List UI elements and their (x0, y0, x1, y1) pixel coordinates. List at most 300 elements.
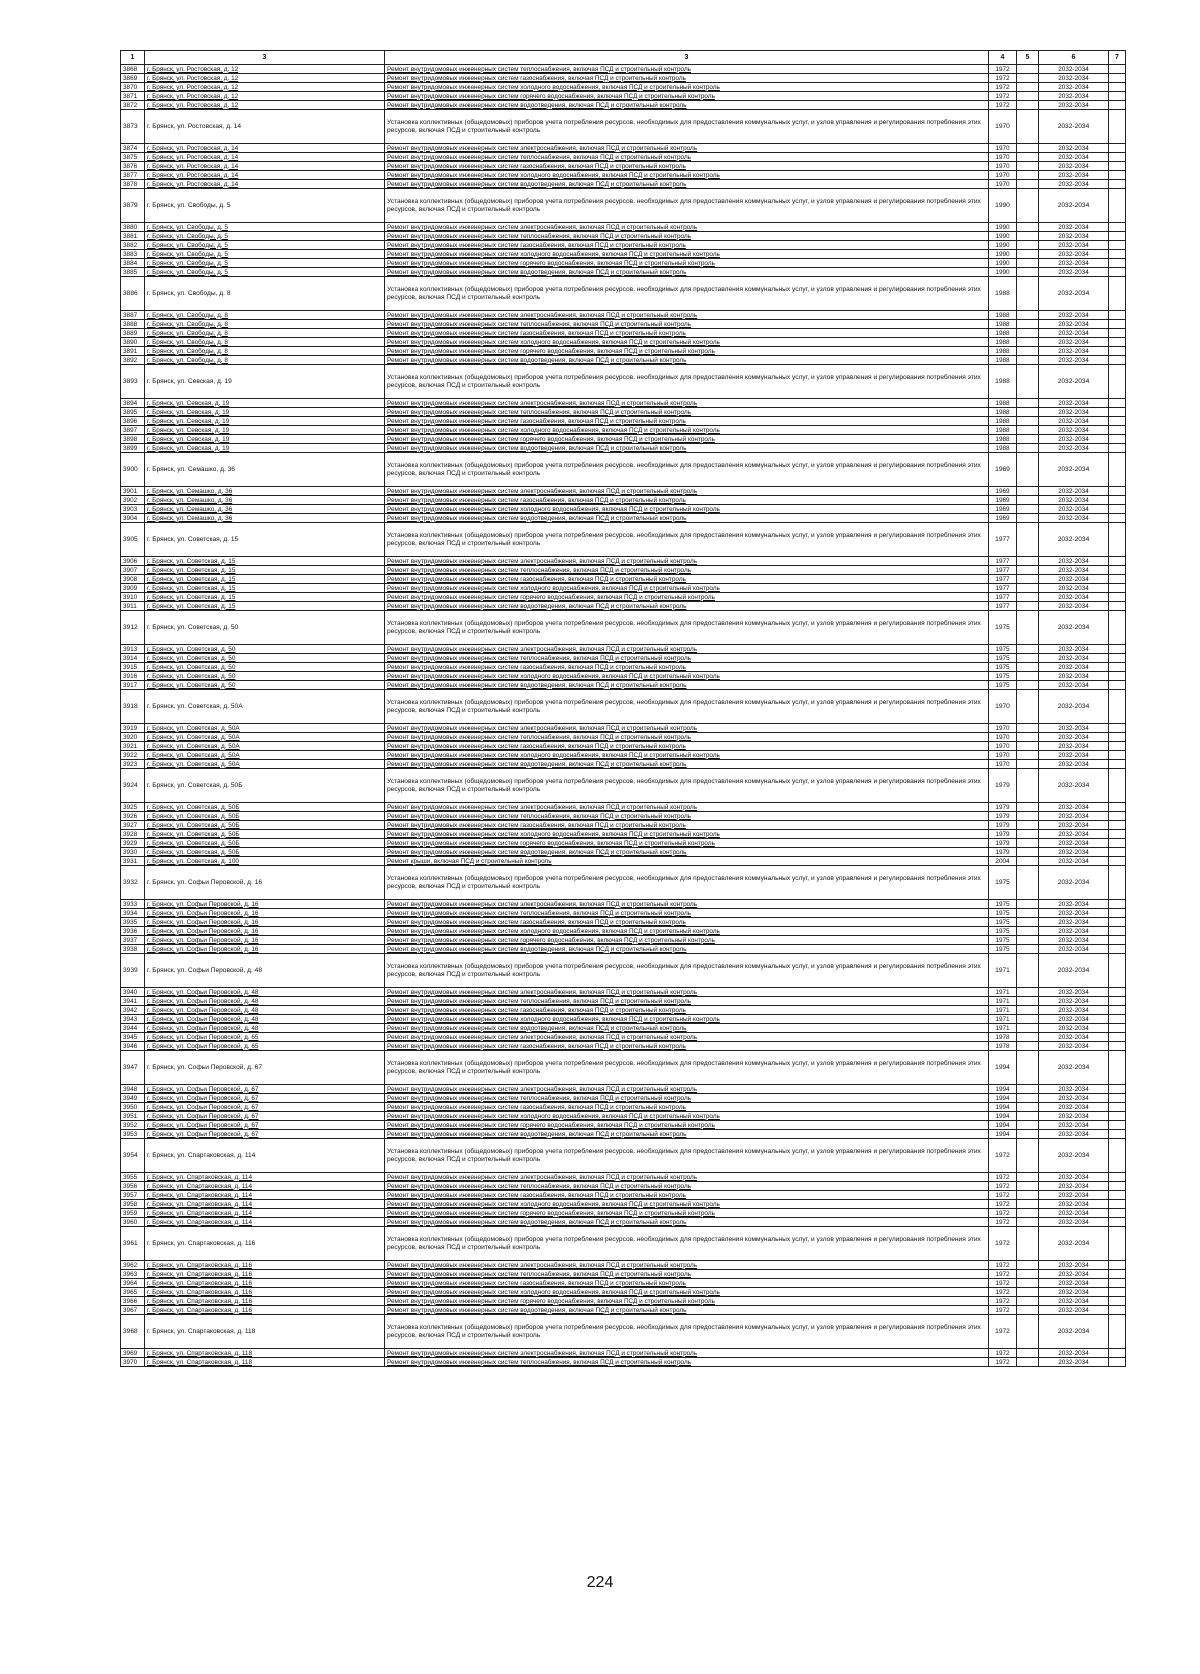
table-row (121, 435, 1126, 444)
row-number: 3921 (121, 742, 145, 751)
row-col5 (1017, 1112, 1039, 1121)
document-page (120, 50, 1125, 1367)
row-year: 1979 (989, 848, 1017, 857)
row-number: 3928 (121, 830, 145, 839)
table-row (121, 144, 1126, 153)
row-col5 (1017, 900, 1039, 909)
header-col-period: 6 (1039, 51, 1109, 65)
row-col7 (1109, 812, 1126, 821)
row-work-type: Ремонт внутридомовых инженерных систем водоотведения, включая ПСД и строительный контроль (385, 1218, 989, 1227)
row-col5 (1017, 575, 1039, 584)
row-address: г. Брянск, ул. Софьи Перовской, д. 16 (145, 918, 385, 927)
row-number: 3950 (121, 1103, 145, 1112)
row-year: 1969 (989, 496, 1017, 505)
row-period: 2032-2034 (1039, 821, 1109, 830)
row-work-type: Ремонт внутридомовых инженерных систем холодного водоснабжения, включая ПСД и строительный контроль (385, 1015, 989, 1024)
row-col5 (1017, 830, 1039, 839)
row-period: 2032-2034 (1039, 268, 1109, 277)
row-address: г. Брянск, ул. Спартаковская, д. 114 (145, 1182, 385, 1191)
row-year: 1972 (989, 1182, 1017, 1191)
row-col7 (1109, 189, 1126, 223)
row-year: 1972 (989, 1173, 1017, 1182)
row-col7 (1109, 1033, 1126, 1042)
row-address: г. Брянск, ул. Советская, д. 50Б (145, 812, 385, 821)
row-col7 (1109, 724, 1126, 733)
row-year: 1990 (989, 241, 1017, 250)
row-number: 3906 (121, 557, 145, 566)
row-number: 3919 (121, 724, 145, 733)
row-number: 3938 (121, 945, 145, 954)
row-work-type: Ремонт внутридомовых инженерных систем теплоснабжения, включая ПСД и строительный контроль (385, 566, 989, 575)
row-work-type: Ремонт внутридомовых инженерных систем газоснабжения, включая ПСД и строительный контроль (385, 742, 989, 751)
row-period: 2032-2034 (1039, 171, 1109, 180)
row-col5 (1017, 1006, 1039, 1015)
row-col5 (1017, 171, 1039, 180)
table-row (121, 153, 1126, 162)
row-period: 2032-2034 (1039, 593, 1109, 602)
row-number: 3918 (121, 690, 145, 724)
row-year: 1972 (989, 1358, 1017, 1367)
table-row (121, 1288, 1126, 1297)
row-col5 (1017, 268, 1039, 277)
row-year: 1975 (989, 663, 1017, 672)
table-row (121, 277, 1126, 311)
row-col7 (1109, 250, 1126, 259)
row-address: г. Брянск, ул. Советская, д. 50Б (145, 848, 385, 857)
row-work-type: Ремонт внутридомовых инженерных систем электроснабжения, включая ПСД и строительный контроль (385, 557, 989, 566)
row-col7 (1109, 505, 1126, 514)
row-col5 (1017, 566, 1039, 575)
row-address: г. Брянск, ул. Свободы, д. 8 (145, 329, 385, 338)
row-period: 2032-2034 (1039, 189, 1109, 223)
table-row (121, 918, 1126, 927)
row-number: 3935 (121, 918, 145, 927)
row-number: 3893 (121, 365, 145, 399)
row-period: 2032-2034 (1039, 408, 1109, 417)
row-work-type: Ремонт внутридомовых инженерных систем холодного водоснабжения, включая ПСД и строительный контроль (385, 426, 989, 435)
table-row (121, 1085, 1126, 1094)
row-col7 (1109, 241, 1126, 250)
row-address: г. Брянск, ул. Свободы, д. 5 (145, 268, 385, 277)
row-number: 3933 (121, 900, 145, 909)
table-row (121, 329, 1126, 338)
row-address: г. Брянск, ул. Софьи Перовской, д. 16 (145, 866, 385, 900)
row-col7 (1109, 1042, 1126, 1051)
row-work-type: Ремонт внутридомовых инженерных систем теплоснабжения, включая ПСД и строительный контроль (385, 408, 989, 417)
table-row (121, 830, 1126, 839)
row-period: 2032-2034 (1039, 514, 1109, 523)
table-row (121, 487, 1126, 496)
row-address: г. Брянск, ул. Ростовская, д. 12 (145, 74, 385, 83)
row-col5 (1017, 311, 1039, 320)
row-year: 1990 (989, 223, 1017, 232)
row-year: 1975 (989, 645, 1017, 654)
table-row (121, 593, 1126, 602)
table-row (121, 997, 1126, 1006)
row-number: 3881 (121, 232, 145, 241)
row-period: 2032-2034 (1039, 1130, 1109, 1139)
row-period: 2032-2034 (1039, 1297, 1109, 1306)
header-col-year: 4 (989, 51, 1017, 65)
row-period: 2032-2034 (1039, 487, 1109, 496)
table-row (121, 426, 1126, 435)
row-year: 1977 (989, 566, 1017, 575)
table-row (121, 241, 1126, 250)
row-period: 2032-2034 (1039, 241, 1109, 250)
repair-schedule-table (120, 50, 1126, 1367)
row-col7 (1109, 954, 1126, 988)
row-work-type: Ремонт внутридомовых инженерных систем газоснабжения, включая ПСД и строительный контроль (385, 162, 989, 171)
row-year: 1988 (989, 329, 1017, 338)
row-col5 (1017, 724, 1039, 733)
row-col5 (1017, 144, 1039, 153)
row-number: 3879 (121, 189, 145, 223)
table-row (121, 557, 1126, 566)
row-col5 (1017, 1270, 1039, 1279)
row-work-type: Установка коллективных (общедомовых) приборов учета потребления ресурсов, необходимых для предоставления коммунальных услуг, и узлов управления и регулирования потребления этих ресурсов, включая ПСД и строительный контроль (385, 690, 989, 724)
row-col5 (1017, 769, 1039, 803)
row-address: г. Брянск, ул. Свободы, д. 8 (145, 338, 385, 347)
row-number: 3899 (121, 444, 145, 453)
row-col7 (1109, 593, 1126, 602)
row-work-type: Ремонт внутридомовых инженерных систем водоотведения, включая ПСД и строительный контроль (385, 1306, 989, 1315)
row-address: г. Брянск, ул. Спартаковская, д. 114 (145, 1191, 385, 1200)
row-work-type: Ремонт внутридомовых инженерных систем водоотведения, включая ПСД и строительный контроль (385, 1130, 989, 1139)
row-col7 (1109, 936, 1126, 945)
row-col5 (1017, 821, 1039, 830)
row-period: 2032-2034 (1039, 1139, 1109, 1173)
row-col7 (1109, 1103, 1126, 1112)
row-col5 (1017, 514, 1039, 523)
row-col7 (1109, 1358, 1126, 1367)
row-address: г. Брянск, ул. Софьи Перовской, д. 48 (145, 988, 385, 997)
row-number: 3937 (121, 936, 145, 945)
table-row (121, 1297, 1126, 1306)
row-work-type: Ремонт внутридомовых инженерных систем газоснабжения, включая ПСД и строительный контроль (385, 496, 989, 505)
row-number: 3959 (121, 1209, 145, 1218)
table-row (121, 909, 1126, 918)
row-col7 (1109, 663, 1126, 672)
row-number: 3945 (121, 1033, 145, 1042)
row-col5 (1017, 690, 1039, 724)
row-address: г. Брянск, ул. Спартаковская, д. 114 (145, 1209, 385, 1218)
row-address: г. Брянск, ул. Свободы, д. 8 (145, 347, 385, 356)
row-col5 (1017, 1306, 1039, 1315)
table-row (121, 83, 1126, 92)
row-year: 1979 (989, 839, 1017, 848)
row-address: г. Брянск, ул. Советская, д. 50А (145, 760, 385, 769)
row-work-type: Ремонт внутридомовых инженерных систем газоснабжения, включая ПСД и строительный контроль (385, 241, 989, 250)
row-col7 (1109, 839, 1126, 848)
row-col7 (1109, 1121, 1126, 1130)
row-work-type: Ремонт внутридомовых инженерных систем теплоснабжения, включая ПСД и строительный контроль (385, 1094, 989, 1103)
row-col7 (1109, 830, 1126, 839)
row-col7 (1109, 918, 1126, 927)
row-col7 (1109, 742, 1126, 751)
row-period: 2032-2034 (1039, 936, 1109, 945)
table-row (121, 566, 1126, 575)
row-address: г. Брянск, ул. Ростовская, д. 14 (145, 162, 385, 171)
row-number: 3883 (121, 250, 145, 259)
table-row (121, 663, 1126, 672)
row-period: 2032-2034 (1039, 1349, 1109, 1358)
row-year: 1977 (989, 584, 1017, 593)
row-work-type: Ремонт внутридомовых инженерных систем теплоснабжения, включая ПСД и строительный контроль (385, 812, 989, 821)
table-row (121, 453, 1126, 487)
row-period: 2032-2034 (1039, 444, 1109, 453)
row-period: 2032-2034 (1039, 672, 1109, 681)
row-col7 (1109, 523, 1126, 557)
row-work-type: Ремонт внутридомовых инженерных систем газоснабжения, включая ПСД и строительный контроль (385, 821, 989, 830)
table-row (121, 523, 1126, 557)
row-year: 1972 (989, 1191, 1017, 1200)
row-period: 2032-2034 (1039, 654, 1109, 663)
row-col5 (1017, 1297, 1039, 1306)
row-col5 (1017, 435, 1039, 444)
row-work-type: Ремонт внутридомовых инженерных систем электроснабжения, включая ПСД и строительный контроль (385, 1261, 989, 1270)
row-col5 (1017, 848, 1039, 857)
table-row (121, 1306, 1126, 1315)
row-work-type: Ремонт внутридомовых инженерных систем теплоснабжения, включая ПСД и строительный контроль (385, 654, 989, 663)
row-address: г. Брянск, ул. Советская, д. 50 (145, 663, 385, 672)
row-work-type: Ремонт внутридомовых инженерных систем электроснабжения, включая ПСД и строительный контроль (385, 1173, 989, 1182)
row-period: 2032-2034 (1039, 74, 1109, 83)
row-number: 3874 (121, 144, 145, 153)
row-work-type: Ремонт внутридомовых инженерных систем теплоснабжения, включая ПСД и строительный контроль (385, 153, 989, 162)
row-year: 1971 (989, 954, 1017, 988)
table-row (121, 320, 1126, 329)
row-address: г. Брянск, ул. Советская, д. 50 (145, 654, 385, 663)
row-year: 1970 (989, 751, 1017, 760)
row-address: г. Брянск, ул. Советская, д. 50 (145, 672, 385, 681)
row-col7 (1109, 760, 1126, 769)
row-number: 3956 (121, 1182, 145, 1191)
row-col5 (1017, 162, 1039, 171)
table-row (121, 803, 1126, 812)
row-year: 1972 (989, 83, 1017, 92)
row-address: г. Брянск, ул. Свободы, д. 8 (145, 311, 385, 320)
row-number: 3940 (121, 988, 145, 997)
row-period: 2032-2034 (1039, 320, 1109, 329)
row-col5 (1017, 1103, 1039, 1112)
row-number: 3877 (121, 171, 145, 180)
row-address: г. Брянск, ул. Свободы, д. 5 (145, 189, 385, 223)
row-col5 (1017, 611, 1039, 645)
row-work-type: Установка коллективных (общедомовых) приборов учета потребления ресурсов, необходимых для предоставления коммунальных услуг, и узлов управления и регулирования потребления этих ресурсов, включая ПСД и строительный контроль (385, 954, 989, 988)
row-year: 1970 (989, 162, 1017, 171)
row-year: 1977 (989, 593, 1017, 602)
row-col5 (1017, 1315, 1039, 1349)
row-year: 1988 (989, 417, 1017, 426)
row-col5 (1017, 733, 1039, 742)
row-col7 (1109, 268, 1126, 277)
row-col7 (1109, 347, 1126, 356)
table-row (121, 1358, 1126, 1367)
row-work-type: Ремонт внутридомовых инженерных систем электроснабжения, включая ПСД и строительный контроль (385, 311, 989, 320)
row-number: 3896 (121, 417, 145, 426)
header-col-work: 3 (385, 51, 989, 65)
table-row (121, 223, 1126, 232)
row-col5 (1017, 1051, 1039, 1085)
row-address: г. Брянск, ул. Советская, д. 50Б (145, 769, 385, 803)
row-col5 (1017, 505, 1039, 514)
row-address: г. Брянск, ул. Спартаковская, д. 116 (145, 1306, 385, 1315)
row-period: 2032-2034 (1039, 918, 1109, 927)
row-year: 1988 (989, 311, 1017, 320)
row-period: 2032-2034 (1039, 1218, 1109, 1227)
row-number: 3924 (121, 769, 145, 803)
row-work-type: Ремонт внутридомовых инженерных систем водоотведения, включая ПСД и строительный контроль (385, 760, 989, 769)
row-period: 2032-2034 (1039, 866, 1109, 900)
table-row (121, 356, 1126, 365)
table-row (121, 1209, 1126, 1218)
table-row (121, 110, 1126, 144)
row-year: 1977 (989, 557, 1017, 566)
row-address: г. Брянск, ул. Советская, д. 50Б (145, 839, 385, 848)
row-period: 2032-2034 (1039, 1006, 1109, 1015)
row-number: 3952 (121, 1121, 145, 1130)
row-address: г. Брянск, ул. Софьи Перовской, д. 67 (145, 1094, 385, 1103)
row-work-type: Установка коллективных (общедомовых) приборов учета потребления ресурсов, необходимых для предоставления коммунальных услуг, и узлов управления и регулирования потребления этих ресурсов, включая ПСД и строительный контроль (385, 110, 989, 144)
row-period: 2032-2034 (1039, 1112, 1109, 1121)
row-number: 3946 (121, 1042, 145, 1051)
table-row (121, 900, 1126, 909)
table-row (121, 232, 1126, 241)
row-col5 (1017, 988, 1039, 997)
row-col5 (1017, 645, 1039, 654)
row-number: 3925 (121, 803, 145, 812)
row-year: 1988 (989, 356, 1017, 365)
row-work-type: Ремонт внутридомовых инженерных систем электроснабжения, включая ПСД и строительный контроль (385, 988, 989, 997)
row-address: г. Брянск, ул. Семашко, д. 36 (145, 505, 385, 514)
row-number: 3967 (121, 1306, 145, 1315)
row-work-type: Ремонт внутридомовых инженерных систем теплоснабжения, включая ПСД и строительный контроль (385, 232, 989, 241)
row-col5 (1017, 663, 1039, 672)
row-col5 (1017, 232, 1039, 241)
row-col7 (1109, 1315, 1126, 1349)
row-work-type: Установка коллективных (общедомовых) приборов учета потребления ресурсов, необходимых для предоставления коммунальных услуг, и узлов управления и регулирования потребления этих ресурсов, включая ПСД и строительный контроль (385, 453, 989, 487)
table-row (121, 821, 1126, 830)
row-col5 (1017, 453, 1039, 487)
row-address: г. Брянск, ул. Семашко, д. 36 (145, 514, 385, 523)
row-number: 3890 (121, 338, 145, 347)
row-year: 1975 (989, 918, 1017, 927)
row-year: 1972 (989, 1200, 1017, 1209)
row-number: 3926 (121, 812, 145, 821)
row-col5 (1017, 223, 1039, 232)
table-row (121, 408, 1126, 417)
table-row (121, 1112, 1126, 1121)
row-col7 (1109, 866, 1126, 900)
row-col7 (1109, 672, 1126, 681)
row-year: 1978 (989, 1033, 1017, 1042)
row-work-type: Ремонт внутридомовых инженерных систем теплоснабжения, включая ПСД и строительный контроль (385, 1270, 989, 1279)
row-work-type: Ремонт внутридомовых инженерных систем горячего водоснабжения, включая ПСД и строительный контроль (385, 1209, 989, 1218)
row-address: г. Брянск, ул. Советская, д. 15 (145, 557, 385, 566)
row-period: 2032-2034 (1039, 338, 1109, 347)
row-col7 (1109, 1261, 1126, 1270)
row-year: 1988 (989, 365, 1017, 399)
table-row (121, 1200, 1126, 1209)
row-col7 (1109, 232, 1126, 241)
row-address: г. Брянск, ул. Софьи Перовской, д. 16 (145, 945, 385, 954)
row-work-type: Ремонт внутридомовых инженерных систем холодного водоснабжения, включая ПСД и строительный контроль (385, 1288, 989, 1297)
row-col5 (1017, 1288, 1039, 1297)
row-col7 (1109, 1288, 1126, 1297)
row-period: 2032-2034 (1039, 681, 1109, 690)
row-work-type: Ремонт внутридомовых инженерных систем электроснабжения, включая ПСД и строительный контроль (385, 487, 989, 496)
row-number: 3917 (121, 681, 145, 690)
row-work-type: Ремонт внутридомовых инженерных систем горячего водоснабжения, включая ПСД и строительный контроль (385, 1297, 989, 1306)
row-work-type: Ремонт внутридомовых инженерных систем газоснабжения, включая ПСД и строительный контроль (385, 74, 989, 83)
row-number: 3951 (121, 1112, 145, 1121)
row-year: 1970 (989, 690, 1017, 724)
row-number: 3868 (121, 65, 145, 74)
row-address: г. Брянск, ул. Спартаковская, д. 114 (145, 1200, 385, 1209)
row-number: 3894 (121, 399, 145, 408)
row-period: 2032-2034 (1039, 417, 1109, 426)
table-row (121, 866, 1126, 900)
row-period: 2032-2034 (1039, 523, 1109, 557)
table-row (121, 602, 1126, 611)
row-work-type: Ремонт внутридомовых инженерных систем холодного водоснабжения, включая ПСД и строительный контроль (385, 672, 989, 681)
row-col7 (1109, 1085, 1126, 1094)
row-period: 2032-2034 (1039, 65, 1109, 74)
row-year: 1988 (989, 338, 1017, 347)
row-period: 2032-2034 (1039, 812, 1109, 821)
row-col5 (1017, 1121, 1039, 1130)
row-col7 (1109, 1051, 1126, 1085)
row-year: 1988 (989, 426, 1017, 435)
row-col5 (1017, 1358, 1039, 1367)
row-number: 3887 (121, 311, 145, 320)
row-period: 2032-2034 (1039, 742, 1109, 751)
row-period: 2032-2034 (1039, 602, 1109, 611)
row-address: г. Брянск, ул. Севская, д. 19 (145, 435, 385, 444)
row-col7 (1109, 575, 1126, 584)
row-work-type: Ремонт внутридомовых инженерных систем холодного водоснабжения, включая ПСД и строительный контроль (385, 83, 989, 92)
row-address: г. Брянск, ул. Свободы, д. 8 (145, 277, 385, 311)
row-address: г. Брянск, ул. Софьи Перовской, д. 16 (145, 909, 385, 918)
row-work-type: Ремонт внутридомовых инженерных систем электроснабжения, включая ПСД и строительный контроль (385, 1033, 989, 1042)
table-body (121, 65, 1126, 1367)
row-address: г. Брянск, ул. Севская, д. 19 (145, 365, 385, 399)
row-address: г. Брянск, ул. Свободы, д. 5 (145, 241, 385, 250)
row-work-type: Ремонт внутридомовых инженерных систем горячего водоснабжения, включая ПСД и строительный контроль (385, 839, 989, 848)
row-work-type: Ремонт внутридомовых инженерных систем холодного водоснабжения, включая ПСД и строительный контроль (385, 338, 989, 347)
row-year: 1975 (989, 909, 1017, 918)
row-year: 1994 (989, 1085, 1017, 1094)
row-address: г. Брянск, ул. Ростовская, д. 14 (145, 171, 385, 180)
row-period: 2032-2034 (1039, 663, 1109, 672)
table-row (121, 1173, 1126, 1182)
row-col7 (1109, 496, 1126, 505)
row-work-type: Ремонт внутридомовых инженерных систем горячего водоснабжения, включая ПСД и строительный контроль (385, 593, 989, 602)
row-year: 1971 (989, 988, 1017, 997)
row-number: 3941 (121, 997, 145, 1006)
row-col5 (1017, 277, 1039, 311)
row-year: 1990 (989, 250, 1017, 259)
row-period: 2032-2034 (1039, 1094, 1109, 1103)
row-col7 (1109, 602, 1126, 611)
row-number: 3944 (121, 1024, 145, 1033)
row-col5 (1017, 803, 1039, 812)
table-row (121, 311, 1126, 320)
row-period: 2032-2034 (1039, 1358, 1109, 1367)
row-number: 3880 (121, 223, 145, 232)
row-address: г. Брянск, ул. Спартаковская, д. 116 (145, 1270, 385, 1279)
row-work-type: Ремонт внутридомовых инженерных систем теплоснабжения, включая ПСД и строительный контроль (385, 733, 989, 742)
